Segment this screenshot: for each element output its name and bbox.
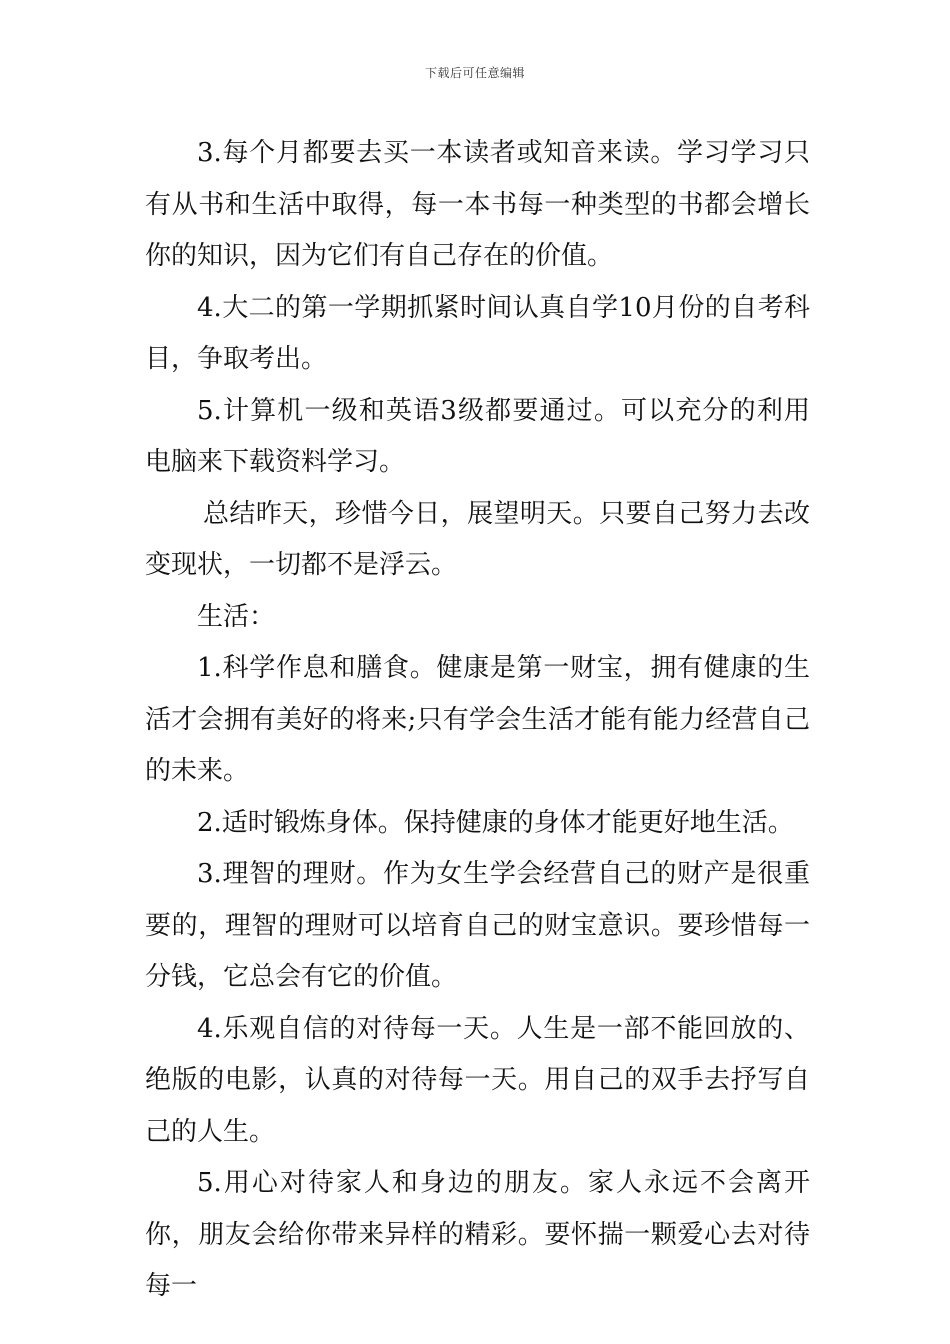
paragraph-study-item-5: 5.计算机一级和英语3级都要通过。可以充分的利用电脑来下载资料学习。 bbox=[145, 395, 810, 477]
document-body bbox=[145, 128, 810, 1313]
paragraph-life-item-3: 3.理智的理财。作为女生学会经营自己的财产是很重要的，理智的理财可以培育自己的财宝意识。要珍惜每一分钱，它总会有它的价值。 bbox=[145, 859, 810, 992]
paragraph-life-item-2: 2.适时锻炼身体。保持健康的身体才能更好地生活。 bbox=[197, 807, 794, 838]
paragraph-summary: 总结昨天，珍惜今日，展望明天。只要自己努力去改变现状，一切都不是浮云。 bbox=[145, 498, 810, 580]
paragraph-study-item-3: 3.每个月都要去买一本读者或知音来读。学习学习只有从书和生活中取得，每一本书每一种类型的书都会增长你的知识，因为它们有自己存在的价值。 bbox=[145, 138, 810, 271]
paragraph-life-item-1: 1.科学作息和膳食。健康是第一财宝，拥有健康的生活才会拥有美好的将来;只有学会生活才能有能力经营自己的未来。 bbox=[145, 653, 810, 786]
paragraph-study-item-4: 4.大二的第一学期抓紧时间认真自学10月份的自考科目，争取考出。 bbox=[145, 292, 810, 374]
paragraph-life-item-5: 5.用心对待家人和身边的朋友。家人永远不会离开你，朋友会给你带来异样的精彩。要怀揣一颗爱心去对待每一 bbox=[145, 1168, 810, 1301]
paragraph-life-item-4: 4.乐观自信的对待每一天。人生是一部不能回放的、绝版的电影，认真的对待每一天。用自己的双手去抒写自己的人生。 bbox=[145, 1013, 810, 1147]
page-header: 下载后可任意编辑 bbox=[424, 66, 525, 80]
section-heading-life: 生活： bbox=[197, 601, 276, 632]
